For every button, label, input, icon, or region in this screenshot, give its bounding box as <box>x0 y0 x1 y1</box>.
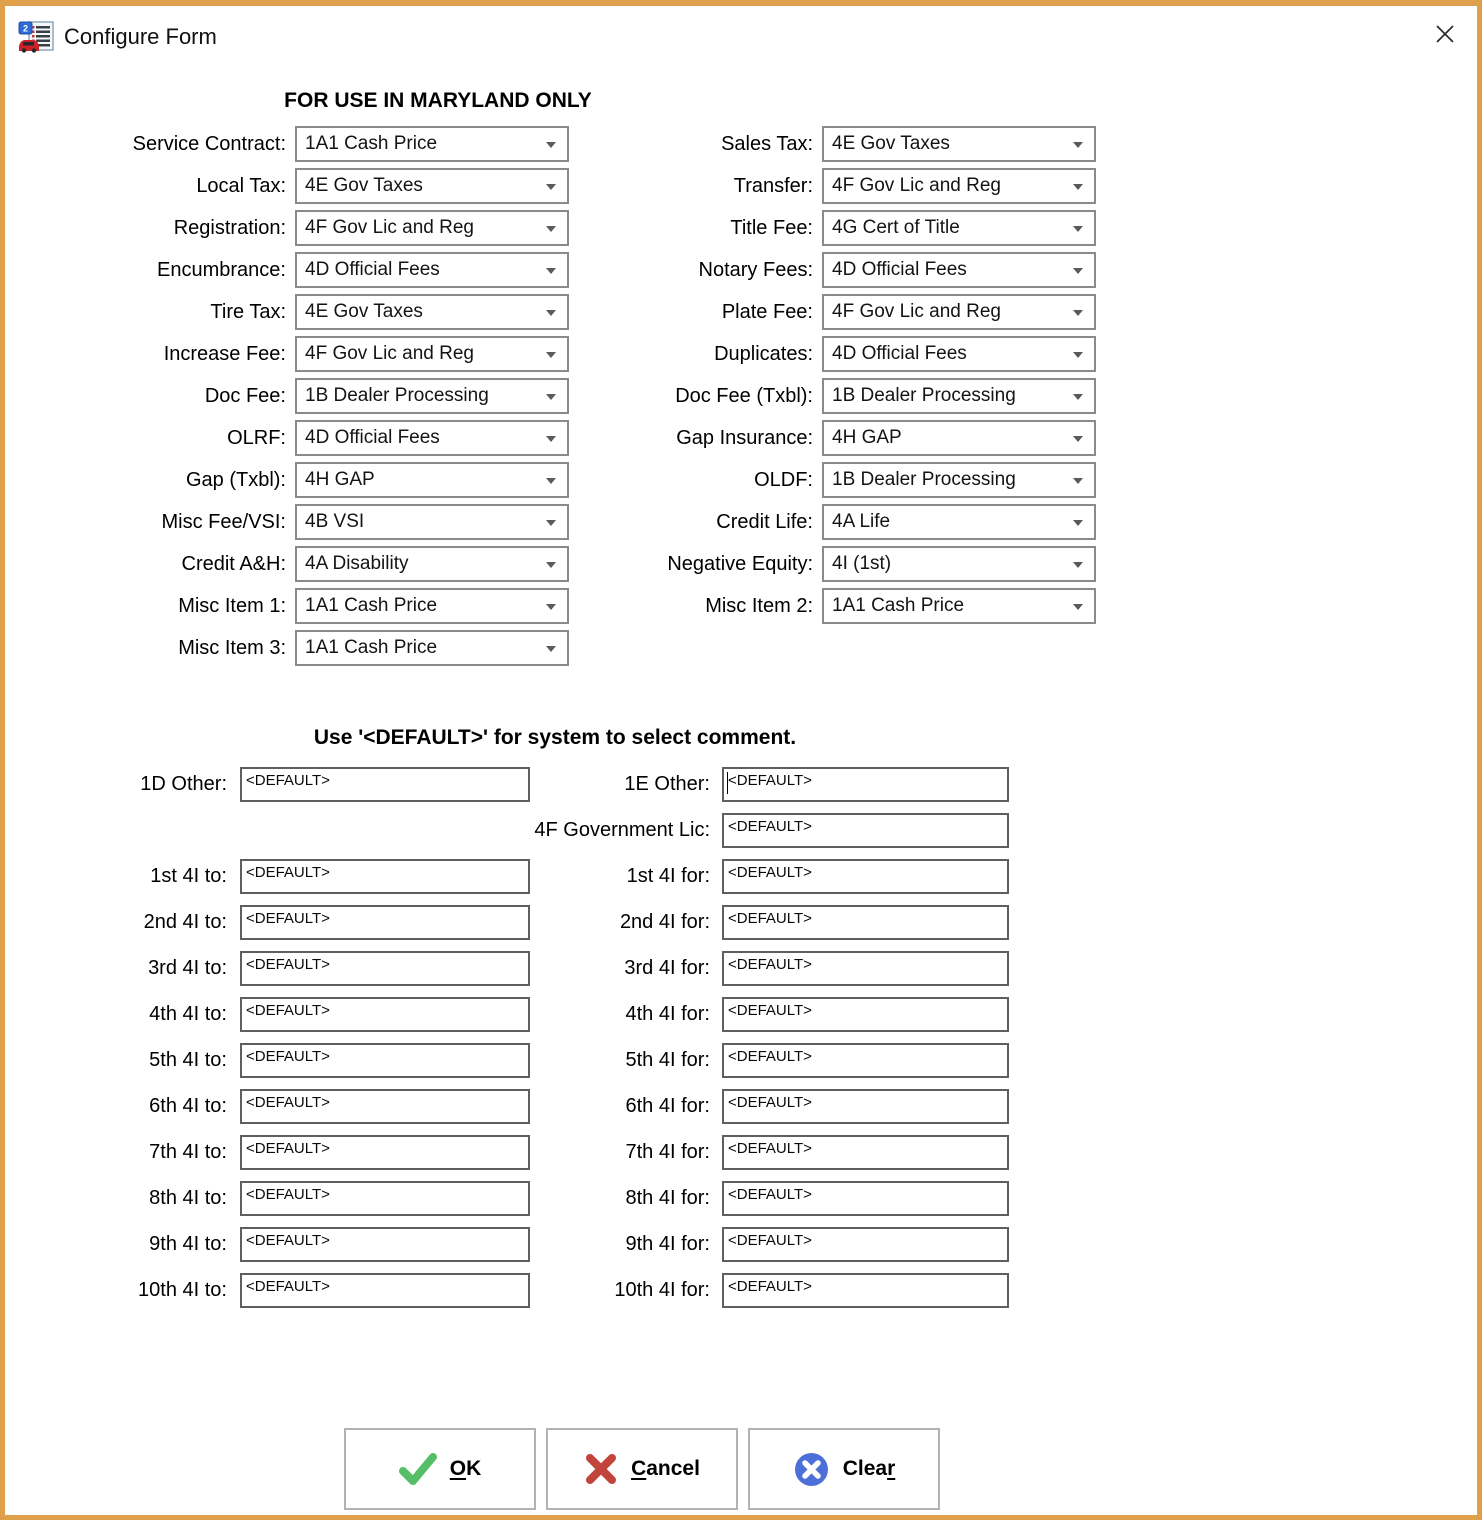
combo-value: 4D Official Fees <box>305 259 440 280</box>
input-cell <box>240 859 530 894</box>
spacer <box>578 630 813 666</box>
field-label: 2nd 4I to: <box>143 911 227 933</box>
input-cell <box>722 997 1009 1032</box>
combo-value: 1A1 Cash Price <box>305 595 438 616</box>
chevron-down-icon <box>546 142 556 148</box>
field-label: 4th 4I to: <box>149 1003 227 1025</box>
combo-value: 4D Official Fees <box>305 427 440 448</box>
chevron-down-icon <box>1073 226 1083 232</box>
input-cell <box>240 1089 530 1124</box>
text-caret <box>727 772 728 794</box>
combo-notary-fees[interactable] <box>822 252 1096 288</box>
chevron-down-icon <box>1073 310 1083 316</box>
field-label: Encumbrance: <box>157 259 286 281</box>
field-label: 1st 4I to: <box>150 865 227 887</box>
button-bar <box>344 1428 940 1510</box>
input-7th-4i-for[interactable] <box>722 1135 1009 1170</box>
input-4th-4i-for[interactable] <box>722 997 1009 1032</box>
chevron-down-icon <box>546 478 556 484</box>
field-label: 3rd 4I to: <box>148 957 227 979</box>
combo-duplicates[interactable] <box>822 336 1096 372</box>
field-label: 7th 4I for: <box>625 1141 710 1163</box>
combo-misc-item-1[interactable] <box>295 588 569 624</box>
combo-doc-fee-txbl[interactable] <box>822 378 1096 414</box>
combo-value: 1B Dealer Processing <box>305 385 489 406</box>
combo-tire-tax[interactable] <box>295 294 569 330</box>
combo-value: 4F Gov Lic and Reg <box>832 301 1001 322</box>
combo-negative-equity[interactable] <box>822 546 1096 582</box>
input-3rd-4i-to[interactable] <box>240 951 530 986</box>
field-label: 1D Other: <box>140 773 227 795</box>
input-6th-4i-to[interactable] <box>240 1089 530 1124</box>
car-form-icon <box>18 21 54 53</box>
button-label: Clear <box>842 1457 896 1480</box>
combo-value: 4F Gov Lic and Reg <box>832 175 1001 196</box>
combo-value: 4A Life <box>832 511 891 532</box>
input-cell <box>240 905 530 940</box>
chevron-down-icon <box>1073 478 1083 484</box>
combo-service-contract[interactable] <box>295 126 569 162</box>
combo-value: 4E Gov Taxes <box>305 175 423 196</box>
field-label: Notary Fees: <box>698 259 813 281</box>
circle-x-icon <box>793 1451 830 1488</box>
input-cell <box>240 951 530 986</box>
titlebar <box>18 14 1464 60</box>
chevron-down-icon <box>1073 268 1083 274</box>
combo-value: 1A1 Cash Price <box>305 637 438 658</box>
combo-credit-a-h[interactable] <box>295 546 569 582</box>
combo-value: 1B Dealer Processing <box>832 469 1016 490</box>
input-10th-4i-for[interactable] <box>722 1273 1009 1308</box>
chevron-down-icon <box>546 226 556 232</box>
chevron-down-icon <box>546 394 556 400</box>
input-1d-other[interactable] <box>240 767 530 802</box>
combo-value: 4E Gov Taxes <box>305 301 423 322</box>
combo-value: 4E Gov Taxes <box>832 133 950 154</box>
field-label: 4th 4I for: <box>625 1003 710 1025</box>
combo-value: 4A Disability <box>305 553 409 574</box>
combo-gap-txbl[interactable] <box>295 462 569 498</box>
input-cell <box>240 997 530 1032</box>
chevron-down-icon <box>1073 352 1083 358</box>
field-label: Negative Equity: <box>667 553 813 575</box>
field-label: 6th 4I for: <box>625 1095 710 1117</box>
chevron-down-icon <box>546 352 556 358</box>
field-label: Sales Tax: <box>721 133 813 155</box>
input-9th-4i-for[interactable] <box>722 1227 1009 1262</box>
field-label: Title Fee: <box>730 217 813 239</box>
field-label: OLDF: <box>754 469 813 491</box>
field-label: 8th 4I for: <box>625 1187 710 1209</box>
close-icon <box>1433 22 1457 46</box>
combo-value: 1B Dealer Processing <box>832 385 1016 406</box>
input-1st-4i-to[interactable] <box>240 859 530 894</box>
chevron-down-icon <box>1073 436 1083 442</box>
input-cell <box>240 1227 530 1262</box>
field-label: Misc Item 2: <box>705 595 813 617</box>
input-cell <box>722 1089 1009 1124</box>
input-2nd-4i-for[interactable] <box>722 905 1009 940</box>
combo-value: 4H GAP <box>305 469 375 490</box>
field-label: Plate Fee: <box>721 301 813 323</box>
input-cell <box>240 1043 530 1078</box>
input-cell <box>722 1227 1009 1262</box>
chevron-down-icon <box>546 184 556 190</box>
chevron-down-icon <box>1073 562 1083 568</box>
field-label: 10th 4I for: <box>614 1279 710 1301</box>
combo-value: 4F Gov Lic and Reg <box>305 343 474 364</box>
field-label: Credit Life: <box>716 511 813 533</box>
chevron-down-icon <box>1073 394 1083 400</box>
field-label: 1st 4I for: <box>626 865 710 887</box>
field-label: Doc Fee: <box>204 385 286 407</box>
input-2nd-4i-to[interactable] <box>240 905 530 940</box>
spacer <box>240 813 530 848</box>
chevron-down-icon <box>1073 142 1083 148</box>
combo-value: 4H GAP <box>832 427 902 448</box>
input-cell <box>722 1135 1009 1170</box>
combo-value: 1A1 Cash Price <box>305 133 438 154</box>
combo-sales-tax[interactable] <box>822 126 1096 162</box>
field-label: Service Contract: <box>132 133 286 155</box>
field-label: 3rd 4I for: <box>624 957 710 979</box>
field-label: Misc Item 1: <box>178 595 286 617</box>
input-8th-4i-to[interactable] <box>240 1181 530 1216</box>
field-label: 4F Government Lic: <box>534 819 710 841</box>
field-label: Gap (Txbl): <box>185 469 286 491</box>
input-cell <box>722 1181 1009 1216</box>
input-1e-other[interactable] <box>722 767 1009 802</box>
combo-oldf[interactable] <box>822 462 1096 498</box>
close-button[interactable] <box>1423 14 1467 54</box>
chevron-down-icon <box>1073 604 1083 610</box>
input-cell <box>240 1181 530 1216</box>
input-4f-government-lic[interactable] <box>722 813 1009 848</box>
input-cell <box>722 1273 1009 1308</box>
input-cell <box>722 1043 1009 1078</box>
combo-increase-fee[interactable] <box>295 336 569 372</box>
chevron-down-icon <box>546 562 556 568</box>
input-cell <box>240 767 530 802</box>
combo-credit-life[interactable] <box>822 504 1096 540</box>
field-label: Local Tax: <box>196 175 286 197</box>
combo-misc-item-2[interactable] <box>822 588 1096 624</box>
field-label: OLRF: <box>227 427 286 449</box>
chevron-down-icon <box>546 604 556 610</box>
field-label: Misc Fee/VSI: <box>161 511 286 533</box>
combo-encumbrance[interactable] <box>295 252 569 288</box>
comment-field-grid <box>105 767 1009 1308</box>
input-10th-4i-to[interactable] <box>240 1273 530 1308</box>
field-label: 7th 4I to: <box>149 1141 227 1163</box>
chevron-down-icon <box>546 436 556 442</box>
input-6th-4i-for[interactable] <box>722 1089 1009 1124</box>
combo-value: 4D Official Fees <box>832 259 967 280</box>
field-label: 5th 4I to: <box>149 1049 227 1071</box>
field-label: 2nd 4I for: <box>619 911 710 933</box>
input-cell <box>722 951 1009 986</box>
input-cell <box>722 859 1009 894</box>
dropdown-field-grid <box>83 126 1096 666</box>
field-label: Registration: <box>173 217 286 239</box>
combo-value: 4B VSI <box>305 511 365 532</box>
combo-transfer[interactable] <box>822 168 1096 204</box>
input-3rd-4i-for[interactable] <box>722 951 1009 986</box>
ok-button[interactable] <box>344 1428 536 1510</box>
field-label: 8th 4I to: <box>149 1187 227 1209</box>
field-label: Tire Tax: <box>210 301 286 323</box>
combo-value: 4I (1st) <box>832 553 892 574</box>
combo-local-tax[interactable] <box>295 168 569 204</box>
input-7th-4i-to[interactable] <box>240 1135 530 1170</box>
combo-title-fee[interactable] <box>822 210 1096 246</box>
section-header-comments: Use '<DEFAULT>' for system to select comment. <box>313 726 797 749</box>
input-5th-4i-to[interactable] <box>240 1043 530 1078</box>
field-label: Doc Fee (Txbl): <box>675 385 813 407</box>
field-label: 6th 4I to: <box>149 1095 227 1117</box>
spacer <box>822 630 1096 666</box>
field-label: 9th 4I to: <box>149 1233 227 1255</box>
chevron-down-icon <box>546 310 556 316</box>
field-label: Duplicates: <box>714 343 813 365</box>
field-label: 5th 4I for: <box>625 1049 710 1071</box>
combo-value: 4G Cert of Title <box>832 217 960 238</box>
input-cell <box>722 905 1009 940</box>
field-label: Transfer: <box>733 175 813 197</box>
chevron-down-icon <box>546 268 556 274</box>
combo-value: 1A1 Cash Price <box>832 595 965 616</box>
combo-misc-item-3[interactable] <box>295 630 569 666</box>
check-icon <box>399 1452 437 1486</box>
input-cell <box>722 767 1009 802</box>
field-label: Credit A&H: <box>181 553 286 575</box>
field-label: Gap Insurance: <box>676 427 813 449</box>
combo-registration[interactable] <box>295 210 569 246</box>
x-icon <box>584 1452 618 1486</box>
window-title: Configure Form <box>64 24 217 49</box>
input-cell <box>240 1273 530 1308</box>
svg-text:2: 2 <box>22 23 29 34</box>
input-8th-4i-for[interactable] <box>722 1181 1009 1216</box>
button-label: OK <box>449 1457 482 1480</box>
combo-value: 4D Official Fees <box>832 343 967 364</box>
input-cell <box>240 1135 530 1170</box>
spacer <box>105 813 240 848</box>
input-4th-4i-to[interactable] <box>240 997 530 1032</box>
field-label: 10th 4I to: <box>138 1279 227 1301</box>
chevron-down-icon <box>546 646 556 652</box>
field-label: 1E Other: <box>624 773 710 795</box>
chevron-down-icon <box>546 520 556 526</box>
clear-button[interactable] <box>748 1428 940 1510</box>
button-label: Cancel <box>631 1457 700 1480</box>
chevron-down-icon <box>1073 184 1083 190</box>
combo-plate-fee[interactable] <box>822 294 1096 330</box>
input-5th-4i-for[interactable] <box>722 1043 1009 1078</box>
input-cell <box>722 813 1009 848</box>
cancel-button[interactable] <box>546 1428 738 1510</box>
combo-value: 4F Gov Lic and Reg <box>305 217 474 238</box>
field-label: Misc Item 3: <box>178 637 286 659</box>
input-9th-4i-to[interactable] <box>240 1227 530 1262</box>
combo-olrf[interactable] <box>295 420 569 456</box>
input-1st-4i-for[interactable] <box>722 859 1009 894</box>
field-label: Increase Fee: <box>163 343 286 365</box>
combo-doc-fee[interactable] <box>295 378 569 414</box>
field-label: 9th 4I for: <box>625 1233 710 1255</box>
combo-misc-fee-vsi[interactable] <box>295 504 569 540</box>
combo-gap-insurance[interactable] <box>822 420 1096 456</box>
chevron-down-icon <box>1073 520 1083 526</box>
section-header-maryland: FOR USE IN MARYLAND ONLY <box>284 89 592 112</box>
